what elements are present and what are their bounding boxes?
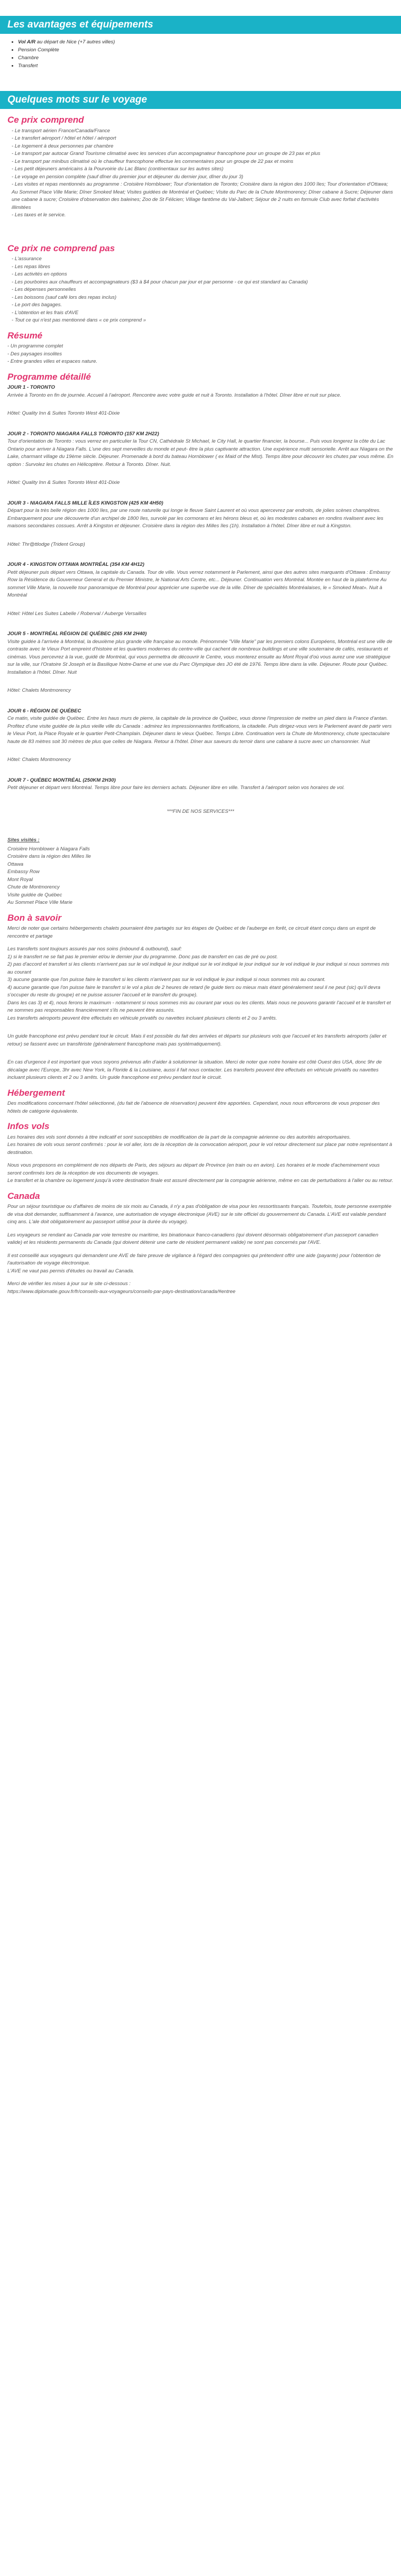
day-heading: JOUR 5 - MONTRÉAL RÉGION DE QUÉBEC (265 KM 2H40) <box>7 631 147 637</box>
canada-title: Canada <box>7 1190 40 1201</box>
day-text: Tour d'orientation de Toronto : vous verrez en particulier la Tour CN, Cathédrale St Michael, le City Hall, le quartier financier, la bourse... Puis vous longerez la côte du Lac Ontario pour arriver à Niagara Falls. L'une des sept merveilles du monde et peut- être la plus captivante attraction. Une expérience multi sensorielle. Arrêt aux Niagara on the Lake, charmant village du 19ème siècle. Déjeuner. Promenade à bord du bateau Hornblower ( ex Maid of the Mist). Temps libre pour découvrir les chutes par vous même. En option : Survolez les chutes en Hélicoptère. Retour à Toronto. Dîner. Nuit. <box>7 438 394 467</box>
accommodation-title: Hébergement <box>7 1087 65 1098</box>
day-hotel: Hôtel: Hôtel Les Suites Labelle / Roberval / Auberge Versailles <box>7 610 147 617</box>
day-hotel: Hôtel: Chalets Montmorency <box>7 687 71 693</box>
site-item: Croisière dans la région des Milles île <box>7 854 91 859</box>
canada-paragraph: Pour un séjour touristique ou d'affaires de moins de six mois au Canada, il n'y a pas d'obligation de visa pour les ressortissants français. Toutefois, toute personne exemptée de visa doit demander, suffisamment à l'avance, une autorisation de voyage électronique (AVE) sur le site officiel du gouvernement du Canada. L'AVE est valable pendant cinq ans. L'ale doit obligatoirement au passeport utilisé pour la durée du voyage). <box>7 1204 391 1225</box>
program-title: Programme détaillé <box>7 371 91 382</box>
day-heading: JOUR 6 - RÉGION DE QUÉBEC <box>7 708 81 714</box>
day-text: Petit déjeuner et départ vers Montréal. Temps libre pour faire les derniers achats. Déjeuner libre en ville. Transfert à l'aéroport selon vos horaires de vol. <box>7 785 345 791</box>
site-item: Chute de Montmorency <box>7 884 60 890</box>
day-text: Départ pour la très belle région des 1000 îles, par une route naturelle qui longe le fleuve Saint Laurent et où vous apercevrez par endroits, de jolies scènes champêtres. Embarquement pour une découverte d'un archipel de 1800 îles, survolé par les cormorans et les hérons bleus et, où les modestes cabanes en rondins rivalisent avec les maisons secondaires cossues. Arrêt à Kingston et déjeuner. Croisière dans la région des Milles îles (1h). Installation à l'hôtel. Dîner libre et nuit à Kingston. <box>7 508 384 529</box>
good-to-know-paragraph: Les transferts sont toujours assurés par nos soins (inbound & outbound), sauf: 1) si le transfert ne se fait pas le premier et/ou le dernier jour du programme. Donc pas de transfert en cas de pré ou post. 2) pas d'accord et transfert si les clients n'arrivent pas sur le vol indiqué le jour indiqué sur le vol indiqué le jour indiqué sur le vol indiqué le jour indiqué si nous sommes mis au courant 3) aucune garantie que l'on puisse faire le transfert si les clients n'arrivent pas sur le vol indiqué le jour indiqué si nous sommes mis au courant. 4) aucune garantie que l'on puisse faire le transfert si le vol a plus de 2 heures de retard (le guide tiers ou mieux mais étant généralement seul il ne peut (sic) qu'il devra s'occuper du reste du groupe) et ne puisse assurer l'accueil et le transfert du groupe). Dans les cas 3) et 4), nous ferons le maximum - notamment si nous sommes mis au courant par vous ou les clients. Mais nous ne pouvons garantir l'accueil et le transfert et ne sommes pas responsables financièrement s'ils ne peuvent être assurés. Les transferts aéroports peuvent être effectués en véhicule privatifs ou navettes incluant plusieurs clients et 2 ou 3 arrêts. <box>7 946 391 1021</box>
site-item: Croisière Hornblower à Niagara Falls <box>7 846 90 852</box>
flight-info-title: Infos vols <box>7 1121 50 1131</box>
excluded-item: - Le port des bagages. <box>12 301 394 309</box>
included-title: Ce prix comprend <box>7 115 84 125</box>
excluded-item: - Les pourboires aux chauffeurs et accompagnateurs ($3 à $4 pour chacun par jour et par personne - ce qui est standard au Canada) <box>12 279 394 287</box>
included-item: - Le logement à deux personnes par chambre <box>12 143 394 151</box>
excluded-list <box>7 255 394 325</box>
day-hotel: Hôtel: Thr@ttlodge (Trident Group) <box>7 541 85 547</box>
day-text: Petit déjeuner puis départ vers Ottawa, la capitale du Canada. Tour de ville. Vous verrez notamment le Parlement, ainsi que des autres sites marquants d'Ottawa : Embassy Row la Résidence du Gouverneur General et du Premier Ministre, le National Arts Centre, etc... Déjeuner. Continuation vers Montréal. Montée en haut de la plateforme Au sommet Ville Marie, la nouvelle tour panoramique de Montréal pour apprécier une superbe vue de la ville. Dîner de spécialités Montréalaises, le « Smoked Meat». Nuit à Montréal <box>7 569 390 598</box>
included-item: - Le voyage en pension complète (sauf dîner du premier jour et déjeuner du dernier jour, dîner du jour 3) <box>12 173 394 181</box>
good-to-know-paragraph: Merci de noter que certains hébergements chalets pourraient être partagés sur les étapes de Québec et de l'auberge en forêt, ce circuit étant conçu dans un esprit de rencontre et partage <box>7 925 376 939</box>
site-item: Visite guidée de Québec <box>7 892 62 898</box>
included-item: - Le transport aérien France/Canada/France <box>12 127 394 135</box>
advantages-header: Les avantages et équipements <box>0 16 401 34</box>
day-hotel: Hôtel: Chalets Montmorency <box>7 757 71 763</box>
advantage-item: • Pension Complète <box>18 46 401 54</box>
trip-details <box>0 116 401 1296</box>
summary-item: - Entre grandes villes et espaces nature. <box>7 359 98 364</box>
canada-paragraph: Les voyageurs se rendant au Canada par voie terrestre ou maritime, les binationaux franco-canadiens (qui doivent désormais obligatoirement d'un passeport canadien valide) et les résidents permanents du Canada (qui doivent détenir une carte de résident permanent valide) ne sont pas concernés par l'AVE. <box>7 1232 379 1245</box>
excluded-item: - L'obtention et les frais d'AVE <box>12 309 394 317</box>
summary-item: - Un programme complet <box>7 343 63 349</box>
advantage-item: • Vol A/R au départ de Nice (+7 autres villes) <box>18 38 401 46</box>
sites-title: Sites visités : <box>7 837 40 843</box>
day-heading: JOUR 7 - QUÉBEC MONTRÉAL (250KM 2H30) <box>7 777 116 783</box>
canada-paragraph: Merci de vérifier les mises à jour sur le site ci-dessous : https://www.diplomatie.gouv.fr/fr/conseils-aux-voyageurs/conseils-par-pays-destination/canada/#entree <box>7 1281 236 1295</box>
good-to-know-title: Bon à savoir <box>7 912 62 923</box>
included-item: - Les taxes et le service. <box>12 212 394 219</box>
excluded-item: - Les repas libres <box>12 263 394 271</box>
site-item: Au Sommet Place Ville Marie <box>7 900 72 905</box>
included-item: - Les petit déjeuners américains à la Pourvoirie du Lac Blanc (continentaux sur les autres sites) <box>12 166 394 173</box>
site-item: Mont Royal <box>7 876 33 883</box>
included-list <box>7 127 394 219</box>
advantages-list <box>18 38 401 70</box>
good-to-know-paragraph: En cas d'urgence il est important que vous soyons prévenus afin d'aider à solutionner la situation. Merci de noter que notre horaire est côté Ouest des USA, donc 9hr de décalage avec l'Europe, 3hr avec New York, la Floride & la Louisiane, aussi il fait nous contacter. Les transferts peuvent être effectués en véhicule privatifs ou navettes incluant plusieurs clients et 2 ou 3 arrêts. Un guide francophone est prévu pendant tout le circuit. <box>7 1059 382 1080</box>
included-item: - Le transport par minibus climatisé où le chauffeur francophone effectue les commentaires pour un groupe de 22 pax et moins <box>12 158 394 166</box>
journey-header: Quelques mots sur le voyage <box>0 91 401 109</box>
day-heading: JOUR 3 - NIAGARA FALLS MILLE ÎLES KINGSTON (425 KM 4H50) <box>7 500 163 506</box>
excluded-item: - Les dépenses personnelles <box>12 286 394 294</box>
good-to-know-paragraph: Un guide francophone est prévu pendant tout le circuit. Mais il est possible du fait des arrivées et départs sur plusieurs vols que l'accueil et les transferts aéroports (aller et retour) se fassent avec un transfériste (généralement francophone mais pas systématiquement). <box>7 1033 387 1047</box>
day-text: Arrivée à Toronto en fin de journée. Accueil à l'aéroport. Rencontre avec votre guide et nuit à Toronto. Installation à l'hôtel. Dîner libre et nuit sur place. <box>7 392 341 398</box>
day-heading: JOUR 2 - TORONTO NIAGARA FALLS TORONTO (157 KM 2H22) <box>7 430 159 437</box>
day-heading: JOUR 4 - KINGSTON OTTAWA MONTRÉAL (354 KM 4H12) <box>7 562 144 567</box>
day-hotel: Hôtel: Quality Inn & Suites Toronto West 401-Dixie <box>7 480 120 485</box>
advantage-item: • Chambre <box>18 54 401 62</box>
day-text: Visite guidée à l'arrivée à Montréal, la deuxième plus grande ville française au monde. Prénommée "Ville Marie" par les premiers colons Européens, Montréal est une ville de contraste avec le Vieux Port empreint d'histoire et les quartiers modernes du centre-ville qui cachent de nombreux buildings et une ville souterraine de cafés, restaurants et cinémas. Vous percevrez à la vue, guidé de Montréal, qui vous permettra de découvrir le Centre, vous monterez ensuite au Mont Royal d'où vous aurez une vue stratégique sur la ville, sur l'Oratoire St Joseph et la Basilique Notre-Dame et une vue du Parc Olympique des JO été de 1976. Temps libre dans la ville. Déjeuner. Route pour Québec. Installation à l'hôtel. Dîner. Nuit <box>7 638 393 675</box>
flight-info-paragraph: Nous vous proposons en complément de nos départs de Paris, des séjours au départ de Province (en train ou en avion). Les horaires et le mode d'acheminement vous seront confirmés lors de la réception de vos documents de voyages. Le transfert et la chambre ou logement jusqu'à votre destination finale est assuré directement par la compagnie aérienne, même en cas de perturbations à l'aller ou au retour. <box>7 1162 394 1184</box>
excluded-item: - Les activités en options <box>12 271 394 279</box>
day-hotel: Hôtel: Quality Inn & Suites Toronto West 401-Dixie <box>7 410 120 416</box>
accommodation-paragraph: Des modifications concernant l'hôtel sélectionné, (du fait de l'absence de réservation) peuvent être apportées. Cependant, nous nous efforcerons de vous proposer des hôtels de catégorie équivalente. <box>7 1101 380 1114</box>
summary-item: - Des paysages insolites <box>7 351 62 357</box>
site-item: Embassy Row <box>7 869 40 875</box>
included-item: - Les visites et repas mentionnés au programme : Croisière Hornblower; Tour d'orientation de Toronto; Croisière dans la région des 1000 îles; Tour d'orientation d'Ottawa; Au Sommet Place Ville Marie; Dîner Smoked Meat; Visites guidées de Montréal et Québec; Visite du Parc de la Chute Montmorency; Dîner cabane à Sucre; Déjeuner dans une cabane à sucre; Croisière d'observation des baleines; Zoo de St Félicien; Village fantôme du Val-Jalbert; Séjour de 2 nuits en formule Club avec forfait d'activités illimitées <box>12 181 394 212</box>
advantage-item: • Transfert <box>18 62 401 70</box>
site-item: Ottawa <box>7 861 24 867</box>
summary-title: Résumé <box>7 330 43 341</box>
end-of-services: ***FIN DE NOS SERVICES*** <box>167 808 234 814</box>
excluded-item: - Les boissons (sauf café lors des repas inclus) <box>12 294 394 302</box>
excluded-title: Ce prix ne comprend pas <box>7 243 115 253</box>
canada-paragraph: Il est conseillé aux voyageurs qui demandent une AVE de faire preuve de vigilance à l'égard des compagnies qui prétendent offrir une aide (payante) pour l'obtention de l'autorisation de voyage électronique. L'AVE ne vaut pas permis d'études ou travail au Canada. <box>7 1252 381 1274</box>
day-heading: JOUR 1 - TORONTO <box>7 384 55 390</box>
day-text: Ce matin, visite guidée de Québec. Entre les haus murs de pierre, la capitale de la province de Québec, vous donne l'impression de mettre un pied dans la France d'antan. Profitez d'une visite guidée de la plus vieille ville du Canada : admirez les impressionnantes fortifications, la citadelle. Puis dirigez-vous vers le Parlement avant de partir vers le Vieux Port, la Place Royale et le quartier Petit-Champlain. Déjeuner dans le vieux Québec. Temps Libre. Continuation vers la Chute de Montmorency, chute spectaculaire haute de 83 mètres soit 30 mètres de plus que celles de Niagara. Retour à l'hôtel. Dîner aux saveurs du terroir dans une cabane à sucre avec un chansonnier. Nuit <box>7 716 392 745</box>
excluded-item: - L'assurance <box>12 255 394 263</box>
flight-info-paragraph: Les horaires des vols sont donnés à titre indicatif et sont susceptibles de modification de la part de la compagnie aérienne ou des autorités aéroportuaires. Les horaires de vols vous seront confirmés : pour le vol aller, lors de la réception de la convocation aéroport, pour le vol retour directement sur place par notre représentant à destination. <box>7 1134 393 1156</box>
included-item: - Le transfert aéroport / hôtel et hôtel / aéroport <box>12 135 394 143</box>
included-item: - Le transport par autocar Grand Tourisme climatisé avec les services d'un accompagnateur francophone pour un groupe de 23 pax et plus <box>12 150 394 158</box>
excluded-item: - Tout ce qui n'est pas mentionné dans « ce prix comprend » <box>12 317 394 325</box>
